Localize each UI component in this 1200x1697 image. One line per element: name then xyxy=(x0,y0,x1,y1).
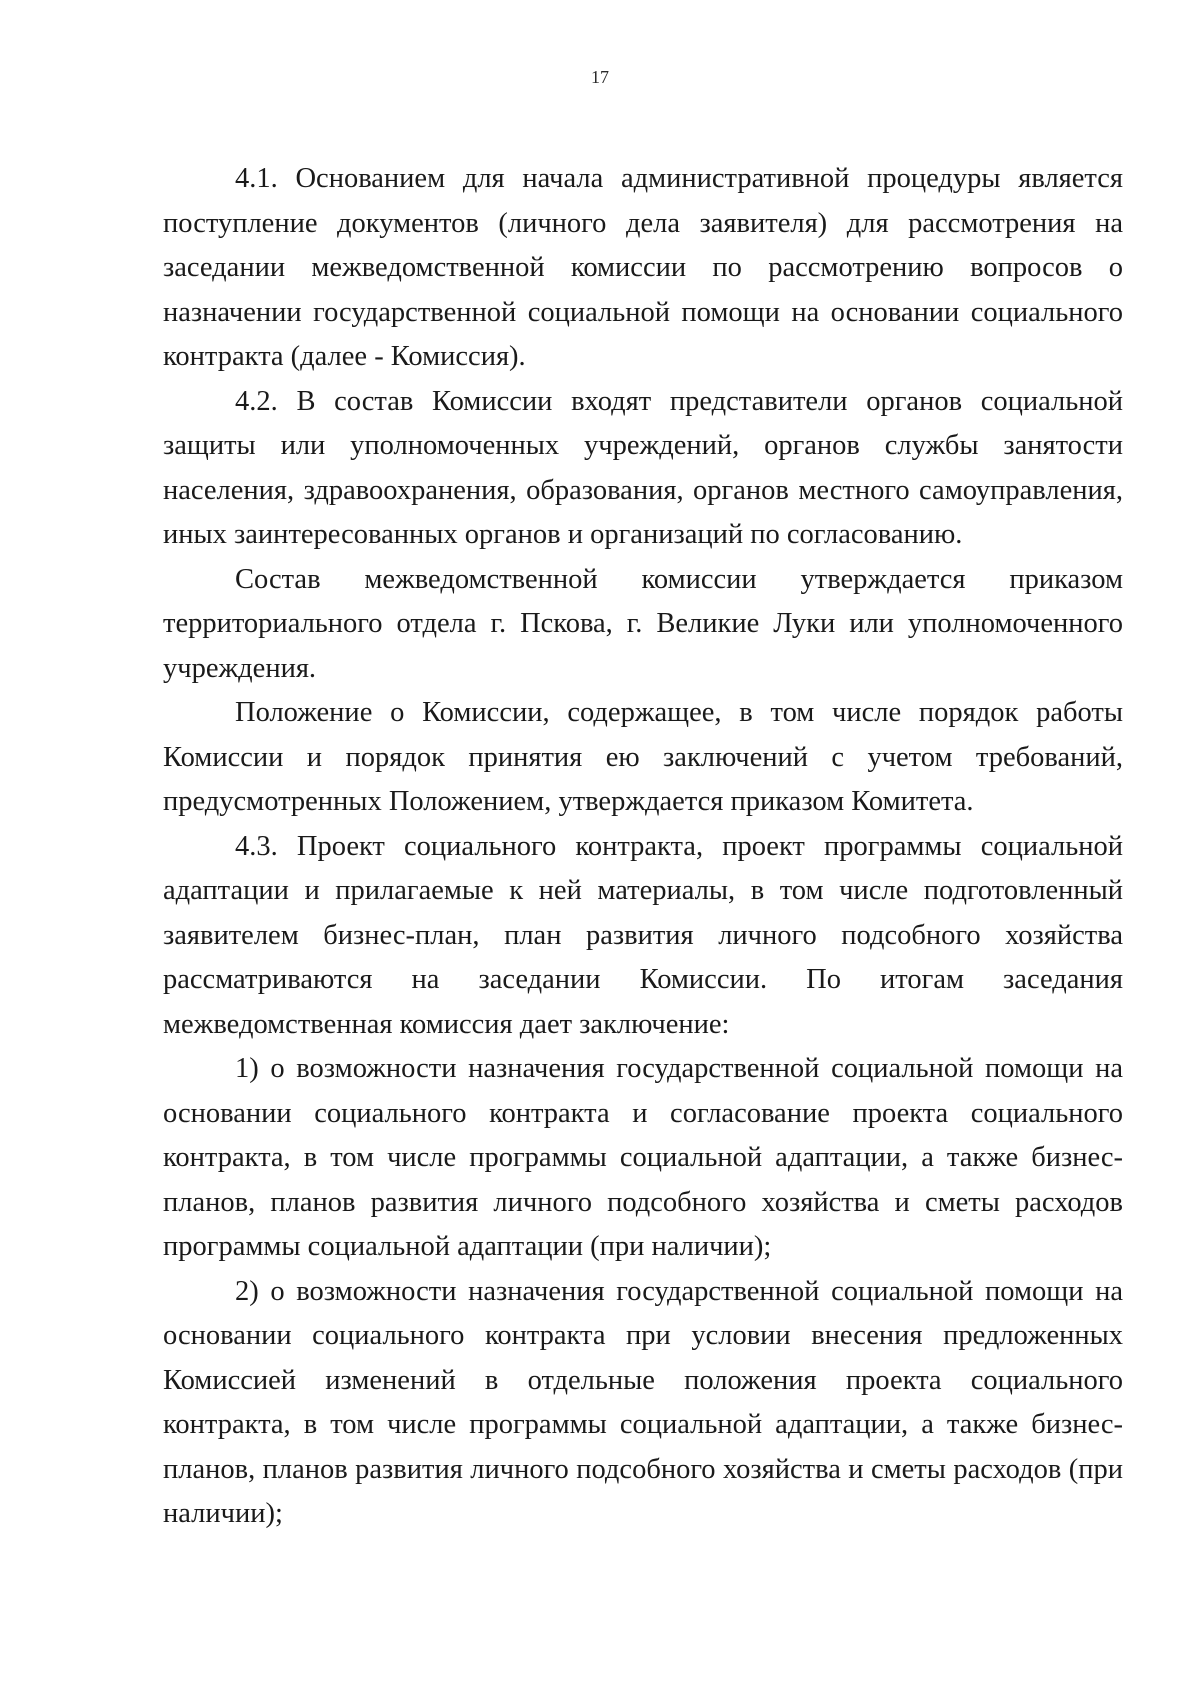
paragraph-commission-regulation: Положение о Комиссии, содержащее, в том числе порядок работы Комиссии и порядок принятия ею заключений с учетом требований, предусмотренных Положением, утверждается приказом Комитета. xyxy=(163,697,1123,817)
paragraph-4-1: 4.1. Основанием для начала административной процедуры является поступление документов (личного дела заявителя) для рассмотрения на заседании межведомственной комиссии по рассмотрению вопросов о назначении государственной социальной помощи на основании социального контракта (далее - Комиссия). xyxy=(163,163,1123,372)
list-item-2: 2) о возможности назначения государственной социальной помощи на основании социального контракта при условии внесения предложенных Комиссией изменений в отдельные положения проекта социального контракта, в том числе программы социальной адаптации, а также бизнес-планов, планов развития личного подсобного хозяйства и сметы расходов (при наличии); xyxy=(163,1275,1123,1529)
page-number: 17 xyxy=(591,67,609,87)
list-item-1: 1) о возможности назначения государственной социальной помощи на основании социального контракта и согласование проекта социального контракта, в том числе программы социальной адаптации, а также бизнес-планов, планов развития личного подсобного хозяйства и сметы расходов программы социальной адаптации (при наличии); xyxy=(163,1053,1123,1262)
paragraph-4-3: 4.3. Проект социального контракта, проект программы социальной адаптации и прилагаемые к ней материалы, в том числе подготовленный заявителем бизнес-план, план развития личного подсобного хозяйства рассматриваются на заседании Комиссии. По итогам заседания межведомственная комиссия дает заключение: xyxy=(163,830,1123,1040)
document-body xyxy=(163,157,1123,1537)
paragraph-4-2: 4.2. В состав Комиссии входят представители органов социальной защиты или уполномоченных учреждений, органов службы занятости населения, здравоохранения, образования, органов местного самоуправления, иных заинтересованных органов и организаций по согласованию. xyxy=(163,385,1123,550)
paragraph-commission-composition: Состав межведомственной комиссии утверждается приказом территориального отдела г. Пскова, г. Великие Луки или уполномоченного учреждения. xyxy=(163,563,1123,684)
